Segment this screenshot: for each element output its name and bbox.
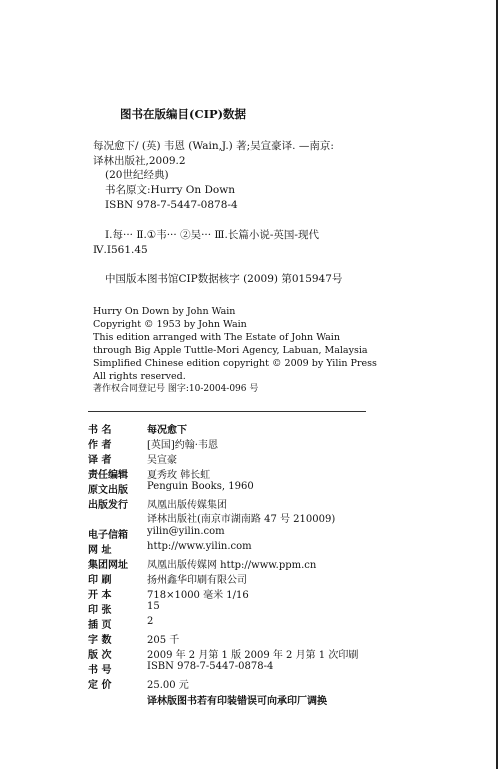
cip-line-4: 书名原文:Hurry On Down <box>105 184 235 196</box>
info-label: 印 刷 <box>88 575 112 586</box>
cip-heading: 图书在版编目(CIP)数据 <box>120 107 247 121</box>
info-value: Penguin Books, 1960 <box>147 481 254 492</box>
cip-line-7: Ⅳ.I561.45 <box>93 244 148 256</box>
info-value: 凤凰出版传媒集团 <box>147 500 227 511</box>
info-value: 15 <box>147 601 160 612</box>
info-label: 译 者 <box>88 455 112 466</box>
info-value: 205 千 <box>147 635 180 646</box>
cip-line-2: 译林出版社,2009.2 <box>93 155 186 167</box>
divider <box>88 411 366 412</box>
info-label: 定 价 <box>88 680 112 691</box>
info-label: 字 数 <box>88 635 112 646</box>
info-value: 2009 年 2 月第 1 版 2009 年 2 月第 1 次印刷 <box>147 650 359 661</box>
info-value-address: 译林出版社(南京市湖南路 47 号 210009) <box>147 514 336 525</box>
copyright-line-2: Copyright © 1953 by John Wain <box>93 319 247 330</box>
info-value: ISBN 978-7-5447-0878-4 <box>147 661 274 672</box>
info-label: 插 页 <box>88 620 112 631</box>
info-value: yilin@yilin.com <box>147 526 225 537</box>
info-value: 718×1000 毫米 1/16 <box>147 590 249 601</box>
info-value: 凤凰出版传媒网 http://www.ppm.cn <box>147 560 317 571</box>
info-value: 扬州鑫华印刷有限公司 <box>147 575 247 586</box>
info-label: 原文出版 <box>88 485 128 496</box>
cip-line-5: ISBN 978-7-5447-0878-4 <box>105 199 238 211</box>
info-label: 电子信箱 <box>88 530 128 541</box>
info-label: 书 名 <box>88 425 112 436</box>
info-value: http://www.yilin.com <box>147 541 252 552</box>
info-label: 书 号 <box>88 665 112 676</box>
copyright-registration: 著作权合同登记号 图字:10-2004-096 号 <box>93 384 259 394</box>
info-value: 吴宣豪 <box>147 455 177 466</box>
info-value: 25.00 元 <box>147 680 189 691</box>
copyright-line-5: Simplified Chinese edition copyright © 2009 by Yilin Press <box>93 358 377 369</box>
info-label: 开 本 <box>88 590 112 601</box>
copyright-line-3: This edition arranged with The Estate of John Wain <box>93 332 340 343</box>
copyright-line-6: All rights reserved. <box>93 371 186 382</box>
info-label: 责任编辑 <box>88 470 128 481</box>
info-label: 网 址 <box>88 545 112 556</box>
info-label: 版 次 <box>88 650 112 661</box>
replacement-notice: 译林版图书若有印装错误可向承印厂调换 <box>147 696 327 707</box>
cip-line-1: 每况愈下/ (英) 韦恩 (Wain,J.) 著;吴宣豪译. —南京: <box>93 140 334 152</box>
info-value: [英国]约翰·韦恩 <box>147 440 218 451</box>
info-label: 集团网址 <box>88 560 128 571</box>
cip-line-6: Ⅰ.每··· Ⅱ.①韦··· ②吴··· Ⅲ.长篇小说-英国-现代 <box>105 229 319 241</box>
cip-line-3: (20世纪经典) <box>105 169 169 181</box>
info-value: 夏秀玫 韩长虹 <box>147 470 211 481</box>
info-label: 出版发行 <box>88 500 128 511</box>
copyright-line-1: Hurry On Down by John Wain <box>93 306 236 317</box>
info-label: 作 者 <box>88 440 112 451</box>
cip-number: 中国版本图书馆CIP数据核字 (2009) 第015947号 <box>105 273 343 285</box>
info-label: 印 张 <box>88 605 112 616</box>
info-value: 每况愈下 <box>147 425 187 436</box>
copyright-line-4: through Big Apple Tuttle-Mori Agency, Labuan, Malaysia <box>93 345 368 356</box>
info-value: 2 <box>147 616 154 627</box>
